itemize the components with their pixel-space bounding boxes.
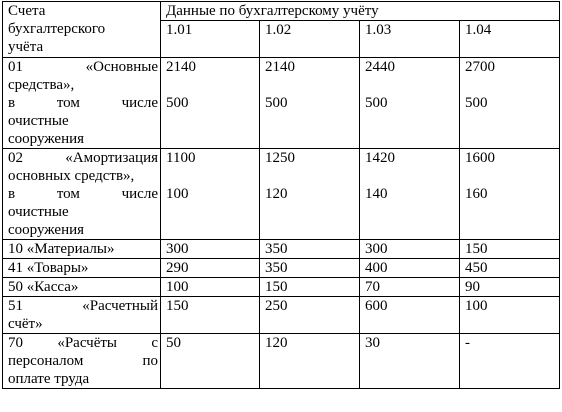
value-cell: 300 <box>161 240 260 259</box>
account-line: средства», <box>8 77 75 93</box>
value-cell <box>260 58 360 149</box>
value-cell: 350 <box>260 240 360 259</box>
value-sub: 500 <box>465 95 488 111</box>
date-header-cell: 1.03 <box>360 21 460 58</box>
value-sub: 500 <box>365 95 388 111</box>
account-line: счёт» <box>8 316 43 332</box>
account-name-cell <box>3 259 161 278</box>
value-cell: 100 <box>161 278 260 297</box>
table-row <box>3 278 560 297</box>
value-cell <box>360 58 460 149</box>
value-cell: 30 <box>360 334 460 389</box>
date-header-cell: 1.04 <box>460 21 560 58</box>
account-name-cell <box>3 278 161 297</box>
account-name-cell <box>3 149 161 240</box>
value-total: 2440 <box>365 59 395 75</box>
account-line: основных средств», <box>8 168 135 184</box>
accounts-header-line: Счета <box>8 3 46 19</box>
date-header-cell: 1.02 <box>260 21 360 58</box>
value-total: 2700 <box>465 59 495 75</box>
table-row <box>3 240 560 259</box>
value-cell: - <box>460 334 560 389</box>
account-line: 50 «Касса» <box>8 279 79 295</box>
value-cell: 600 <box>360 297 460 334</box>
accounts-header-cell <box>3 2 161 58</box>
value-cell: 50 <box>161 334 260 389</box>
account-line: очистные <box>8 204 69 220</box>
value-cell <box>161 58 260 149</box>
value-cell <box>460 149 560 240</box>
value-sub: 140 <box>365 186 388 202</box>
value-total: 2140 <box>265 59 295 75</box>
value-cell: 400 <box>360 259 460 278</box>
account-line: сооружения <box>8 222 85 238</box>
value-cell <box>260 149 360 240</box>
account-line: сооружения <box>8 131 85 147</box>
account-line: персоналом по <box>8 353 158 369</box>
account-line: 02 «Амортизация <box>8 150 158 166</box>
account-name-cell <box>3 58 161 149</box>
value-cell: 120 <box>260 334 360 389</box>
accounts-header-line: учёта <box>8 39 44 55</box>
table-row <box>3 149 560 240</box>
value-cell: 150 <box>161 297 260 334</box>
value-sub: 500 <box>265 95 288 111</box>
account-line: 01 «Основные <box>8 59 158 75</box>
value-cell: 300 <box>360 240 460 259</box>
value-total: 1600 <box>465 150 495 166</box>
value-total: 1420 <box>365 150 395 166</box>
value-cell: 70 <box>360 278 460 297</box>
value-cell: 350 <box>260 259 360 278</box>
value-cell <box>460 58 560 149</box>
table-row <box>3 334 560 389</box>
value-sub: 120 <box>265 186 288 202</box>
value-cell: 150 <box>460 240 560 259</box>
account-line: оплате труда <box>8 371 90 387</box>
account-name-cell <box>3 297 161 334</box>
value-total: 1100 <box>166 150 196 166</box>
value-cell <box>161 149 260 240</box>
value-cell: 250 <box>260 297 360 334</box>
account-name-cell <box>3 240 161 259</box>
accounting-data-table <box>2 1 560 389</box>
account-line: 41 «Товары» <box>8 260 89 276</box>
value-cell: 450 <box>460 259 560 278</box>
account-name-cell <box>3 334 161 389</box>
account-line: очистные <box>8 113 69 129</box>
value-cell <box>360 149 460 240</box>
table-row <box>3 297 560 334</box>
accounts-header-line: бухгалтерского <box>8 21 106 37</box>
value-sub: 100 <box>166 186 189 202</box>
value-sub: 160 <box>465 186 488 202</box>
value-total: 1250 <box>265 150 295 166</box>
table-row <box>3 259 560 278</box>
table-row <box>3 58 560 149</box>
header-row-1 <box>3 2 560 21</box>
value-cell: 290 <box>161 259 260 278</box>
account-line: 51 «Расчетный <box>8 298 158 314</box>
account-line: 10 «Материалы» <box>8 241 115 257</box>
value-sub: 500 <box>166 95 189 111</box>
account-line: в том числе <box>8 95 158 111</box>
account-line: 70 «Расчёты с <box>8 335 158 351</box>
value-cell: 150 <box>260 278 360 297</box>
account-line: в том числе <box>8 186 158 202</box>
value-total: 2140 <box>166 59 196 75</box>
value-cell: 100 <box>460 297 560 334</box>
data-header-cell: Данные по бухгалтерскому учёту <box>161 2 560 21</box>
date-header-cell: 1.01 <box>161 21 260 58</box>
value-cell: 90 <box>460 278 560 297</box>
